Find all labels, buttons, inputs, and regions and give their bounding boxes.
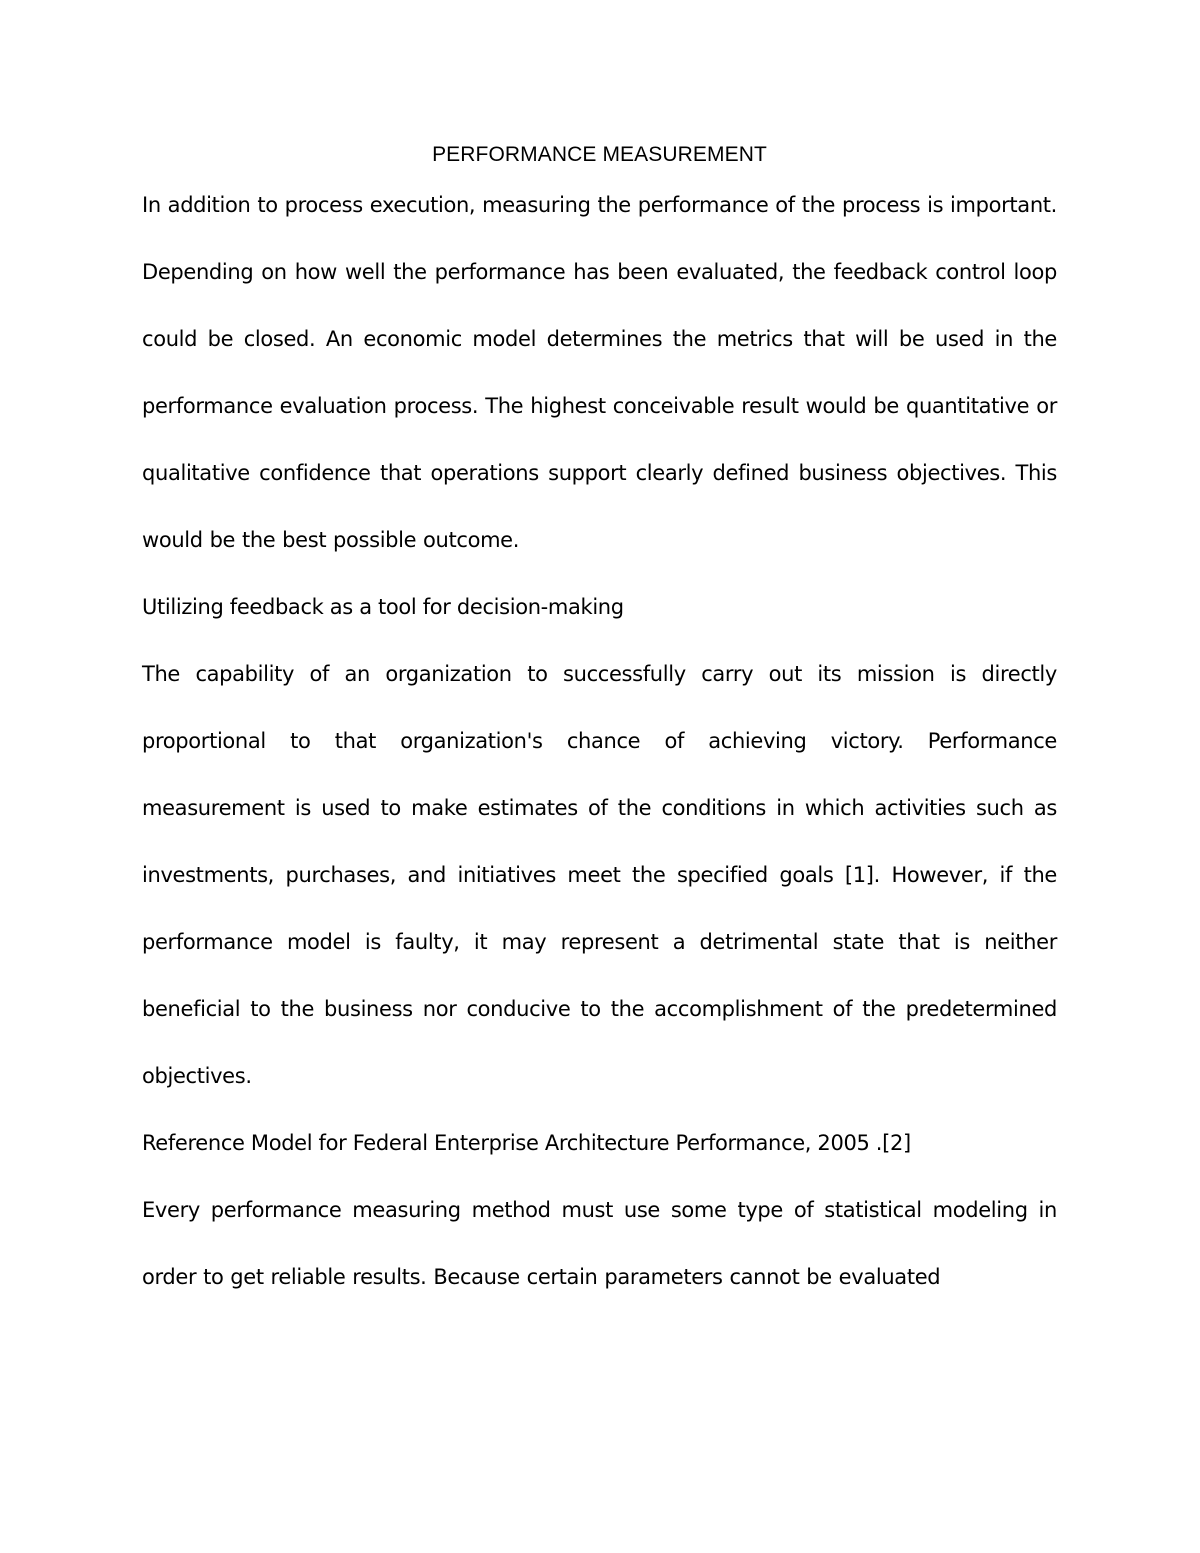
paragraph-statistical-modeling: Every performance measuring method must use some type of statistical modeling in order to get reliable results. Because certain parameters cannot be evaluated — [142, 1198, 1057, 1289]
page-title: PERFORMANCE MEASUREMENT — [432, 143, 767, 166]
document-body — [142, 138, 1057, 1311]
section-heading-reference-model: Reference Model for Federal Enterprise Architecture Performance, 2005 .[2] — [142, 1131, 911, 1155]
paragraph-process-execution: In addition to process execution, measuring the performance of the process is important. Depending on how well the performance has been evaluated, the feedback control loop could be closed. An economic model determines the metrics that will be used in the performance evaluation process. The highest conceivable result would be quantitative or qualitative confidence that operations support clearly defined business objectives. This would be the best possible outcome. — [142, 193, 1057, 552]
section-heading-feedback: Utilizing feedback as a tool for decision-making — [142, 595, 624, 619]
paragraph-organization-capability: The capability of an organization to successfully carry out its mission is directly proportional to that organization's chance of achieving victory. Performance measurement is used to make estimates of the conditions in which activities such as investments, purchases, and initiatives meet the specified goals [1]. However, if the performance model is faulty, it may represent a detrimental state that is neither beneficial to the business nor conducive to the accomplishment of the predetermined objectives. — [142, 662, 1057, 1088]
